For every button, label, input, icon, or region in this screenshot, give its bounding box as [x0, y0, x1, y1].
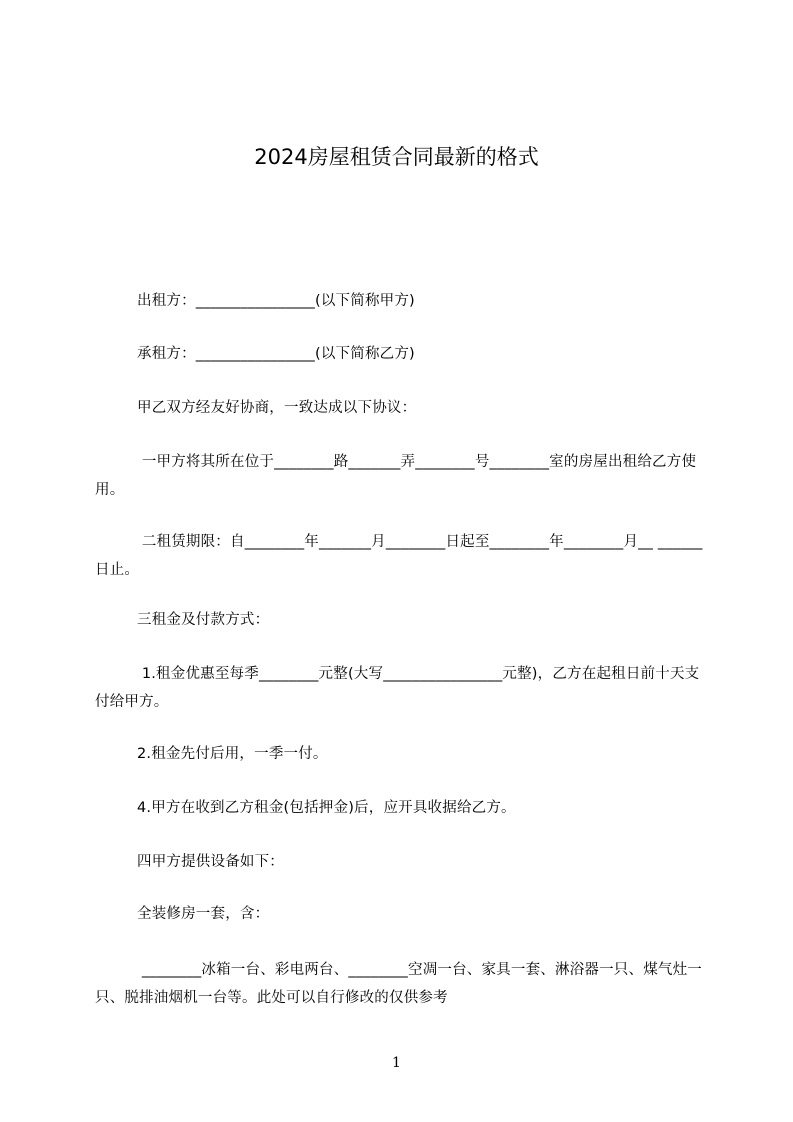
- paragraph-agreement: 甲乙双方经友好协商，一致达成以下协议：: [137, 400, 417, 416]
- paragraph-lessee: 承租方：________________(以下简称乙方): [137, 346, 415, 362]
- paragraph-clause-3: 三租金及付款方式：: [137, 612, 270, 628]
- page-number: 1: [392, 1055, 401, 1071]
- paragraph-renovation: 全装修房一套，含：: [137, 906, 270, 922]
- document-title: 2024房屋租赁合同最新的格式: [254, 145, 539, 169]
- paragraph-clause-1: 一甲方将其所在位于________路_______弄________号________室的房屋出租给乙方使用。: [95, 454, 697, 498]
- paragraph-equipment: ________冰箱一台、彩电两台、________空凋一台、家具一套、淋浴器一只、煤气灶一只、脱排油烟机一台等。此处可以自行修改的仅供参考: [95, 962, 703, 1006]
- paragraph-rent-payment: 2.租金先付后用，一季一付。: [137, 746, 328, 762]
- paragraph-rent-amount: 1.租金优惠至每季________元整(大写________________元整)，乙方在起租日前十天支付给甲方。: [95, 666, 700, 710]
- paragraph-clause-4: 四甲方提供设备如下：: [137, 854, 284, 870]
- paragraph-clause-2: 二租赁期限：自________年_______月________日起至________年________月__ ______日止。: [95, 534, 703, 578]
- paragraph-receipt: 4.甲方在收到乙方租金(包括押金)后，应开具收据给乙方。: [137, 800, 516, 816]
- paragraph-lessor: 出租方：________________(以下简称甲方): [137, 293, 415, 309]
